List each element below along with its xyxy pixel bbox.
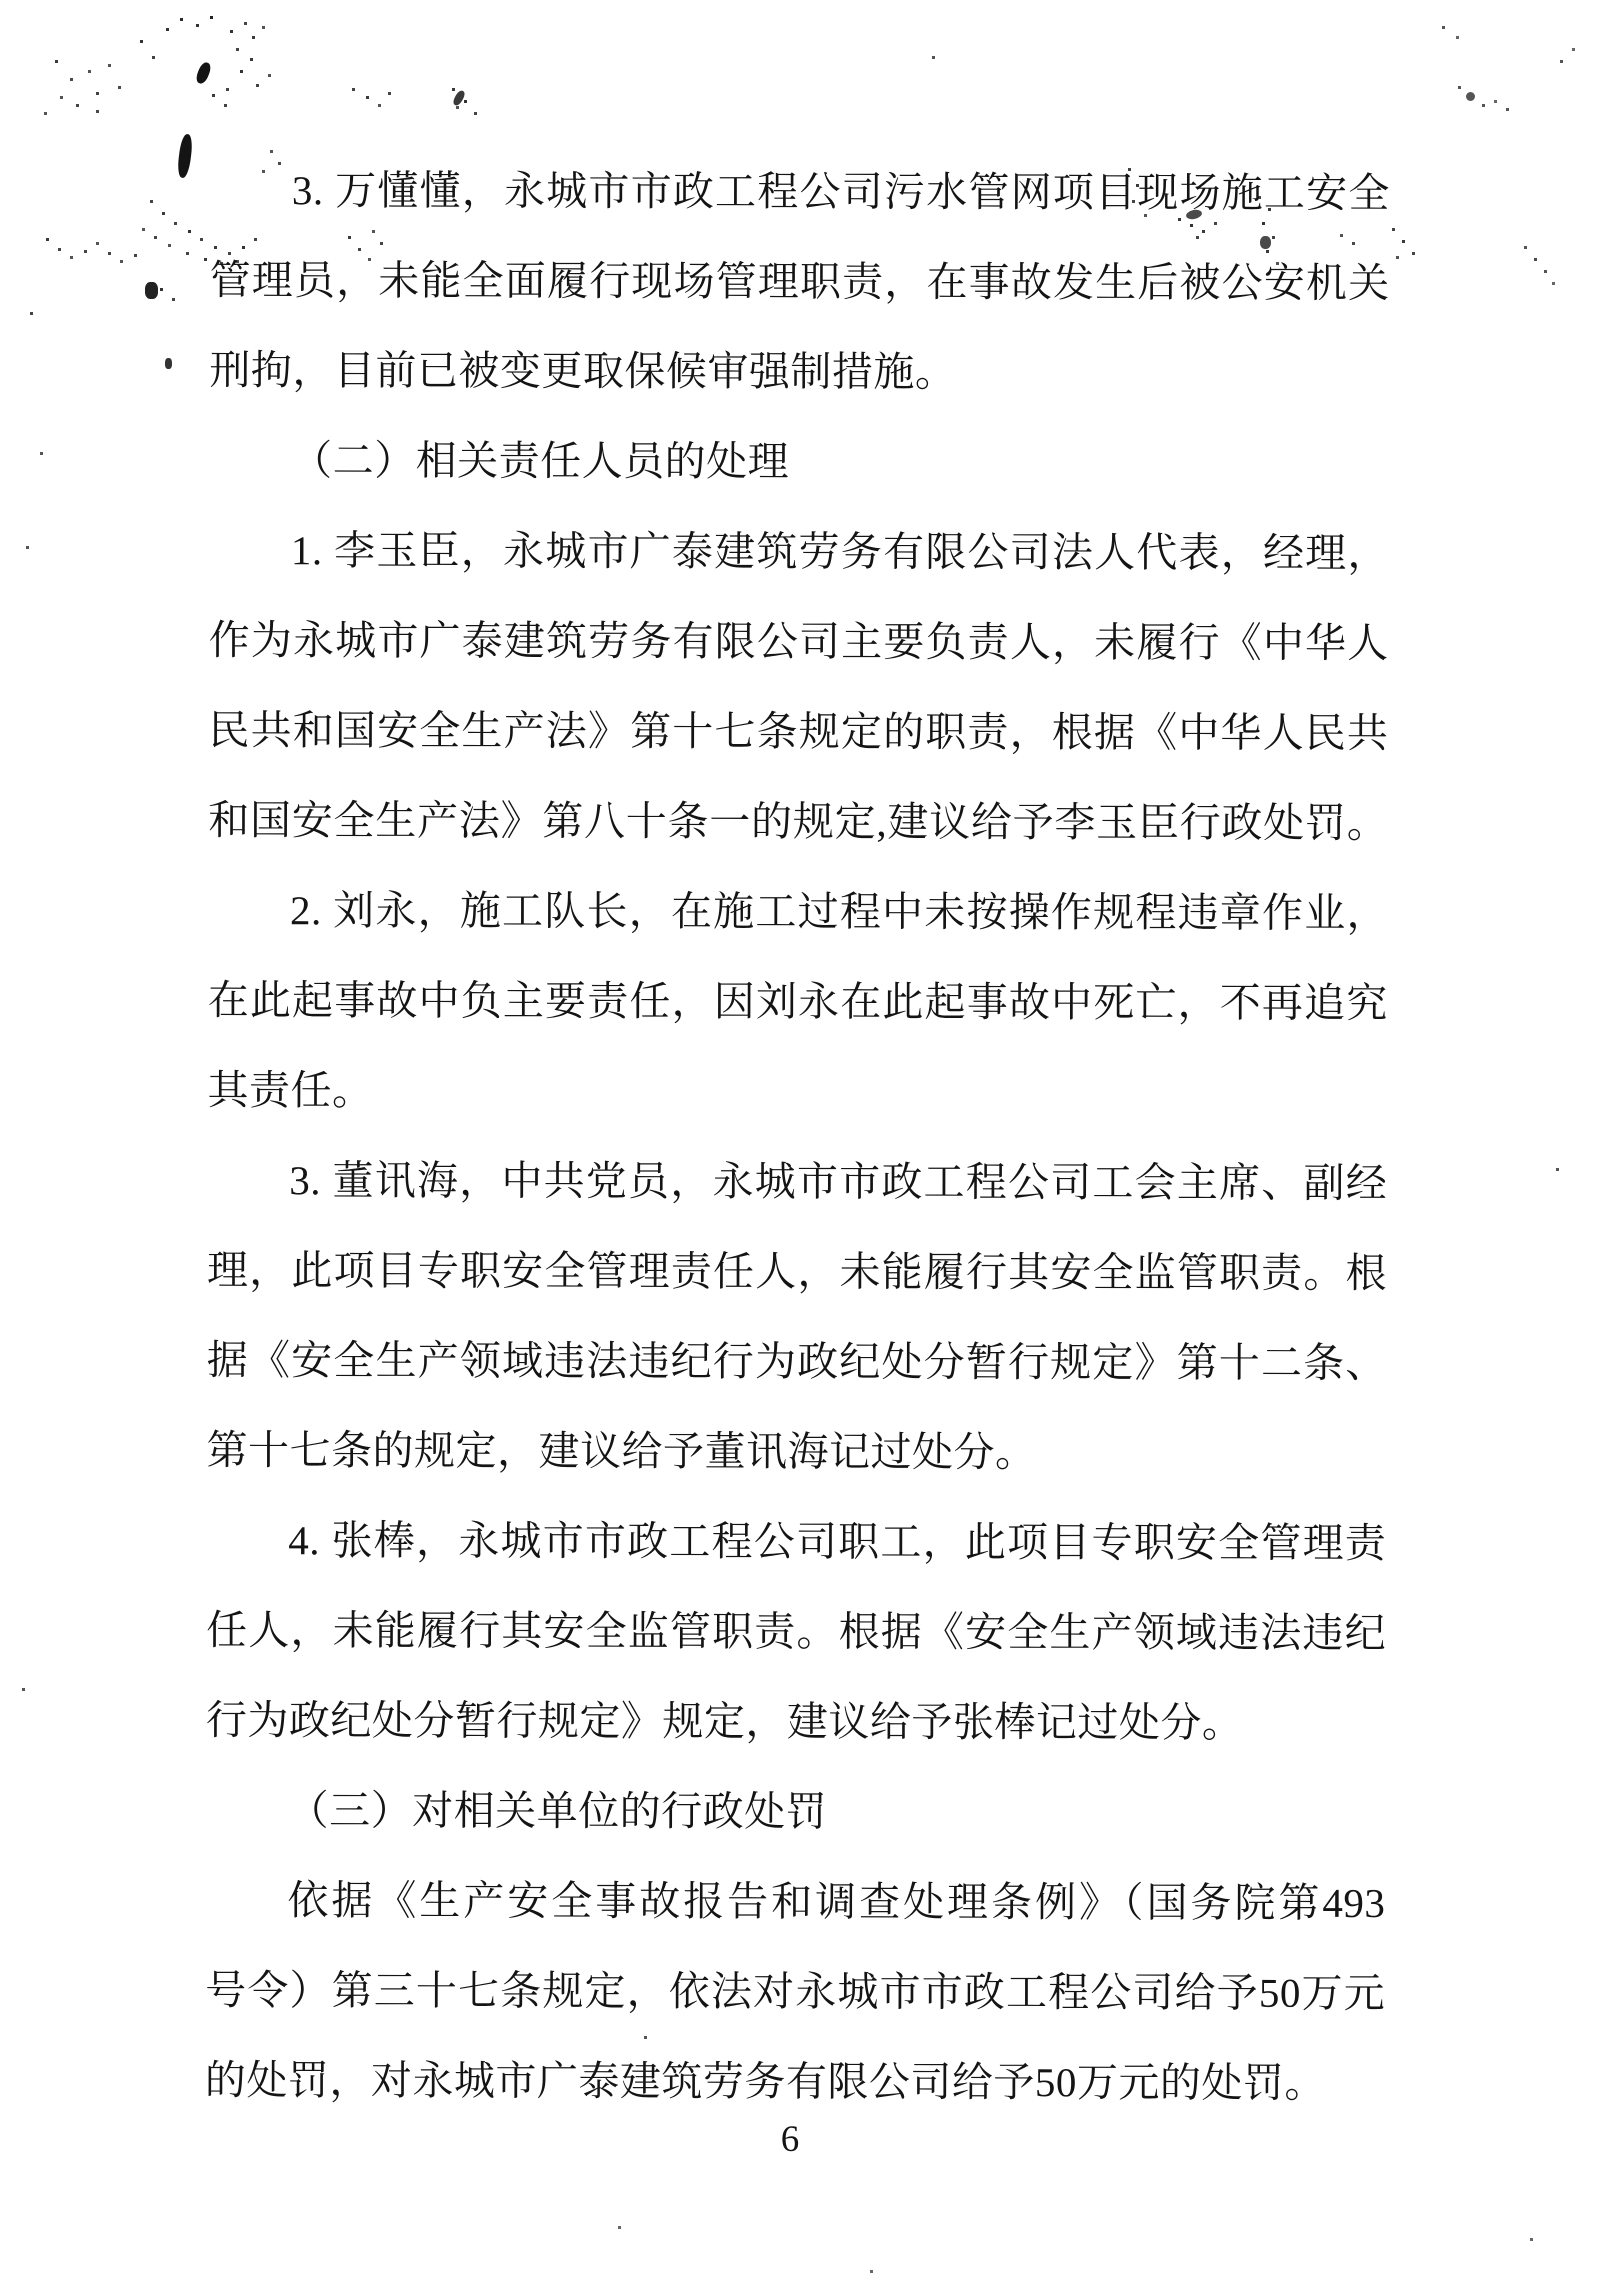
section-heading: （三）对相关单位的行政处罚 (287, 1787, 828, 1835)
document-text-block (205, 145, 1390, 2128)
text-line: 2. 刘永，施工队长，在施工过程中未按操作规程违章作业， (289, 887, 1389, 937)
text-line: 的处罚，对永城市广泰建筑劳务有限公司给予50万元的处罚。 (204, 2056, 1326, 2106)
text-line: 作为永城市广泰建筑劳务有限公司主要负责人，未履行《中华人 (208, 616, 1389, 667)
page-number: 6 (780, 2119, 800, 2160)
section-heading: （二）相关责任人员的处理 (291, 437, 790, 485)
scan-noise-specks (0, 0, 3, 3)
scan-noise-blob (452, 89, 467, 107)
text-line: 据《安全生产领域违法违纪行为政纪处分暂行规定》第十二条、 (206, 1336, 1387, 1387)
text-line: 号令）第三十七条规定，依法对永城市市政工程公司给予50万元 (205, 1966, 1386, 2017)
text-line: 民共和国安全生产法》第十七条规定的职责，根据《中华人民共 (208, 706, 1389, 757)
scan-noise-blob (165, 358, 172, 369)
text-line: 理，此项目专职安全管理责任人，未能履行其安全监管职责。根 (206, 1246, 1388, 1297)
text-line: 3. 万懂懂，永城市市政工程公司污水管网项目现场施工安全 (291, 167, 1390, 217)
text-line: 行为政纪处分暂行规定》规定，建议给予张棒记过处分。 (205, 1696, 1244, 1746)
text-line: 第十七条的规定，建议给予董讯海记过处分。 (206, 1426, 1037, 1476)
text-line: 4. 张棒，永城市市政工程公司职工，此项目专职安全管理责 (288, 1517, 1387, 1567)
scan-noise-blob (194, 61, 212, 86)
text-line: 管理员，未能全面履行现场管理职责，在事故发生后被公安机关 (209, 256, 1390, 307)
text-line: 和国安全生产法》第八十条一的规定,建议给予李玉臣行政处罚。 (208, 796, 1389, 847)
text-line: 任人，未能履行其安全监管职责。根据《安全生产领域违法违纪 (206, 1606, 1387, 1657)
text-line: 其责任。 (207, 1066, 374, 1114)
text-line: 在此起事故中负主要责任，因刘永在此起事故中死亡，不再追究 (207, 976, 1388, 1027)
scan-noise-blob (176, 133, 193, 178)
scan-noise-blob (145, 282, 158, 299)
text-line: 依据《生产安全事故报告和调查处理条例》（国务院第493 (287, 1877, 1386, 1927)
text-line: 1. 李玉臣，永城市广泰建筑劳务有限公司法人代表，经理， (290, 527, 1389, 577)
text-line: 3. 董讯海，中共党员，永城市市政工程公司工会主席、副经 (289, 1157, 1388, 1207)
text-line: 刑拘，目前已被变更取保候审强制措施。 (209, 346, 957, 395)
scan-noise-blob (1466, 92, 1475, 101)
